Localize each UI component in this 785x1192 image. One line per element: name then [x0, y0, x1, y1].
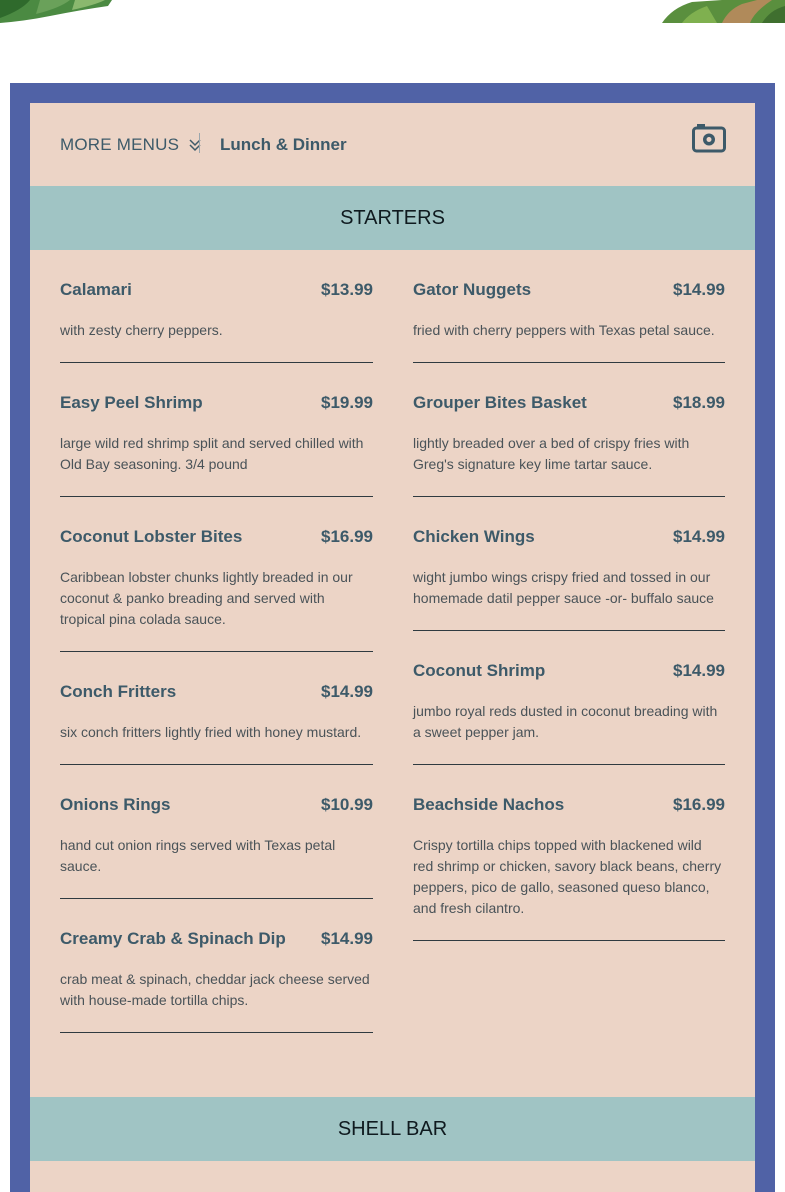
item-divider [413, 764, 725, 765]
item-divider [60, 496, 373, 497]
item-divider [413, 362, 725, 363]
item-description: with zesty cherry peppers. [60, 322, 223, 338]
item-name: Coconut Shrimp [413, 661, 546, 680]
item-description: large wild red shrimp split and served chilled with Old Bay seasoning. 3/4 pound [60, 435, 364, 472]
item-description: Crispy tortilla chips topped with blackened wild red shrimp or chicken, savory black beans, cherry peppers, pico de gallo, seasoned queso blanco, and fresh cilantro. [413, 837, 722, 916]
item-divider [60, 898, 373, 899]
item-description: lightly breaded over a bed of crispy fries with Greg's signature key lime tartar sauce. [413, 435, 690, 472]
current-menu-title[interactable]: Lunch & Dinner [220, 135, 347, 154]
item-price: $16.99 [673, 795, 725, 814]
item-description: crab meat & spinach, cheddar jack cheese served with house-made tortilla chips. [60, 971, 370, 1008]
menu-item [60, 795, 373, 877]
item-description: fried with cherry peppers with Texas petal sauce. [413, 322, 715, 338]
item-price: $14.99 [321, 929, 373, 948]
item-name: Beachside Nachos [413, 795, 565, 814]
more-menus-label: MORE MENUS [60, 135, 180, 154]
section-header-shell-bar [30, 1097, 755, 1161]
item-description: Caribbean lobster chunks lightly breaded in our coconut & panko breading and served with tropical pina colada sauce. [60, 569, 353, 627]
menu-item [60, 682, 373, 743]
item-price: $14.99 [673, 280, 725, 299]
item-price: $14.99 [321, 682, 373, 701]
item-name: Onions Rings [60, 795, 171, 814]
item-name: Coconut Lobster Bites [60, 527, 243, 546]
menu-item [60, 929, 373, 1011]
item-price: $16.99 [321, 527, 373, 546]
menu-item [413, 661, 725, 743]
menu-toolbar [30, 103, 755, 186]
item-name: Easy Peel Shrimp [60, 393, 203, 412]
section-title: SHELL BAR [337, 1117, 448, 1140]
menu-item [413, 795, 725, 919]
item-name: Calamari [60, 280, 132, 299]
menu-panel [30, 103, 755, 1192]
item-name: Creamy Crab & Spinach Dip [60, 929, 286, 948]
item-divider [60, 1032, 373, 1033]
item-description: jumbo royal reds dusted in coconut breading with a sweet pepper jam. [413, 703, 718, 740]
palm-leaves-right-decoration [662, 0, 785, 23]
item-divider [60, 651, 373, 652]
item-name: Chicken Wings [413, 527, 535, 546]
item-price: $13.99 [321, 280, 373, 299]
item-price: $14.99 [673, 527, 725, 546]
palm-leaves-left-decoration [0, 0, 112, 23]
camera-icon[interactable] [692, 123, 726, 153]
item-description: six conch fritters lightly fried with honey mustard. [60, 724, 362, 740]
menu-item [413, 393, 725, 475]
menu-item [60, 527, 373, 630]
item-name: Grouper Bites Basket [413, 393, 587, 412]
item-divider [60, 362, 373, 363]
menu-item [413, 527, 725, 609]
item-price: $14.99 [673, 661, 725, 680]
item-name: Conch Fritters [60, 682, 177, 701]
item-price: $18.99 [673, 393, 725, 412]
menu-item [60, 393, 373, 475]
item-divider [60, 764, 373, 765]
item-name: Gator Nuggets [413, 280, 532, 299]
item-divider [413, 940, 725, 941]
section-header-starters [30, 186, 755, 250]
item-divider [413, 496, 725, 497]
item-description: wight jumbo wings crispy fried and tossed in our homemade datil pepper sauce -or- buffalo sauce [413, 569, 714, 606]
item-description: hand cut onion rings served with Texas petal sauce. [60, 837, 336, 874]
menu-item [413, 280, 725, 341]
menu-item [60, 280, 373, 341]
item-divider [413, 630, 725, 631]
toolbar-divider [199, 133, 200, 153]
item-price: $10.99 [321, 795, 373, 814]
section-title: STARTERS [340, 206, 445, 229]
more-menus-dropdown[interactable] [60, 135, 201, 155]
item-price: $19.99 [321, 393, 373, 412]
